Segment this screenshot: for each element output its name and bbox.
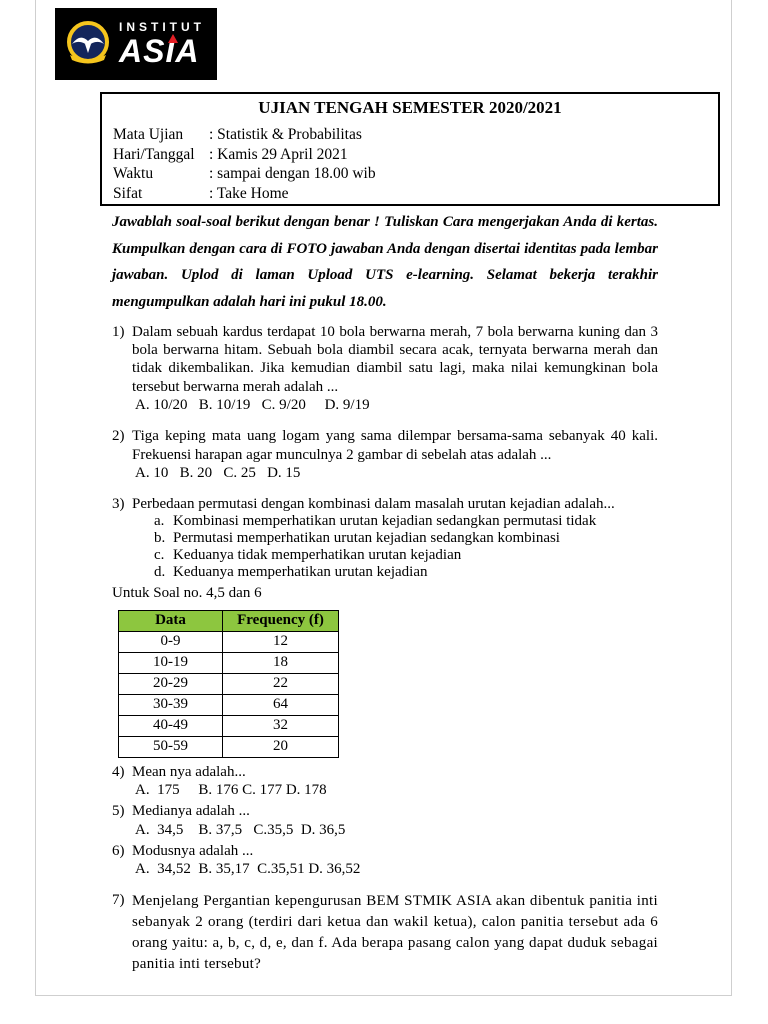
field-value: : sampai dengan 18.00 wib (209, 165, 376, 183)
table-cell: 18 (223, 652, 339, 673)
header-field-row (102, 125, 718, 145)
table-header: Frequency (f) (223, 610, 339, 631)
table-row (119, 652, 339, 673)
table-header: Data (119, 610, 223, 631)
table-cell: 20-29 (119, 673, 223, 694)
question-text: Dalam sebuah kardus terdapat 10 bola berwarna merah, 7 bola berwarna kuning dan 3 bola berwarna hitam. Sebuah bola diambil secara acak, ternyata berwarna merah dan tidak dikembalikan. Jika kemudian diambil satu lagi, maka nilai kemungkinan bola tersebut berwarna merah adalah ... (132, 323, 658, 395)
exam-title: UJIAN TENGAH SEMESTER 2020/2021 (258, 98, 562, 117)
question-text: Mean nya adalah... (132, 763, 246, 780)
frequency-table (118, 610, 339, 758)
table-header-row (119, 610, 339, 631)
field-label: Sifat (113, 184, 143, 202)
option-letter: c. (154, 547, 165, 564)
table-cell: 10-19 (119, 652, 223, 673)
table-row (119, 673, 339, 694)
field-value: : Kamis 29 April 2021 (209, 145, 348, 163)
answer-options: A. 10 B. 20 C. 25 D. 15 (135, 464, 301, 481)
field-value: : Statistik & Probabilitas (209, 126, 362, 143)
question (112, 495, 658, 581)
table-row (119, 715, 339, 736)
table-row (119, 694, 339, 715)
exam-content (112, 209, 658, 977)
answer-option (154, 530, 658, 547)
exam-header-box (100, 92, 720, 206)
table-cell: 30-39 (119, 694, 223, 715)
logo-asia-text (119, 32, 205, 69)
option-letter: d. (154, 564, 166, 581)
question (112, 891, 658, 974)
logo-institut-text: INSTITUT (119, 20, 205, 35)
answer-options: A. 10/20 B. 10/19 C. 9/20 D. 9/19 (135, 396, 370, 413)
exam-instructions: Jawablah soal-soal berikut dengan benar ! Tuliskan Cara mengerjakan Anda di kertas. Kumpulkan dengan cara di FOTO jawaban Anda dengan disertai identitas pada lembar jawaban. Uplod di laman Upload UTS e-learning. Selamat bekerja terakhir mengumpulkan adalah hari ini pukul 18.00. (112, 214, 658, 311)
question-number: 2) (112, 428, 125, 445)
table-cell: 64 (223, 694, 339, 715)
option-text: Permutasi memperhatikan urutan kejadian sedangkan kombinasi (173, 530, 560, 547)
field-label: Waktu (113, 165, 154, 183)
question (112, 763, 658, 800)
logo-asia-word: ASIA (119, 32, 200, 69)
field-value: : Take Home (209, 184, 289, 202)
question (112, 802, 658, 839)
header-fields (102, 125, 718, 203)
question-text: Medianya adalah ... (132, 803, 250, 820)
answer-option (154, 564, 658, 581)
field-label: Mata Ujian (113, 126, 184, 143)
answer-option (154, 513, 658, 530)
table-cell: 32 (223, 715, 339, 736)
question-number: 4) (112, 763, 125, 780)
question (112, 323, 658, 414)
section-note: Untuk Soal no. 4,5 dan 6 (112, 585, 262, 602)
table-cell: 20 (223, 736, 339, 757)
table-cell: 50-59 (119, 736, 223, 757)
answer-options: A. 34,5 B. 37,5 C.35,5 D. 36,5 (135, 821, 346, 838)
table-cell: 12 (223, 631, 339, 652)
question-text: Modusnya adalah ... (132, 842, 254, 859)
question (112, 427, 658, 482)
question-number: 7) (112, 892, 125, 909)
table-row (119, 631, 339, 652)
asia-eagle-emblem-icon (64, 20, 112, 68)
question-number: 6) (112, 842, 125, 859)
question-text: Tiga keping mata uang logam yang sama dilempar bersama-sama sebanyak 40 kali. Frekuensi harapan agar munculnya 2 gambar di sebelah atas adalah ... (132, 428, 658, 463)
field-label: Hari/Tanggal (113, 145, 195, 163)
header-field-row (102, 184, 718, 204)
table-cell: 0-9 (119, 631, 223, 652)
question-number: 3) (112, 496, 125, 513)
option-text: Keduanya memperhatikan urutan kejadian (173, 564, 428, 581)
table-cell: 22 (223, 673, 339, 694)
table-row (119, 736, 339, 757)
question-number: 1) (112, 323, 125, 340)
header-field-row (102, 164, 718, 184)
question-number: 5) (112, 803, 125, 820)
question-text: Perbedaan permutasi dengan kombinasi dalam masalah urutan kejadian adalah... (132, 496, 615, 513)
option-letter: b. (154, 530, 166, 547)
answer-options: A. 175 B. 176 C. 177 D. 178 (135, 781, 327, 798)
table-cell: 40-49 (119, 715, 223, 736)
logo-text (119, 20, 205, 69)
option-text: Kombinasi memperhatikan urutan kejadian sedangkan permutasi tidak (173, 513, 597, 530)
institut-asia-logo (55, 8, 217, 80)
answer-options: A. 34,52 B. 35,17 C.35,51 D. 36,52 (135, 861, 361, 878)
header-field-row (102, 145, 718, 165)
questions-container (112, 323, 658, 974)
answer-option (154, 547, 658, 564)
question-text: Menjelang Pergantian kepengurusan BEM STMIK ASIA akan dibentuk panitia inti sebanyak 2 orang (terdiri dari ketua dan wakil ketua), calon panitia tersebut ada 6 orang yaitu: a, b, c, d, e, dan f. Ada berapa pasang calon yang dapat duduk sebagai panitia inti tersebut? (132, 893, 658, 972)
option-text: Keduanya tidak memperhatikan urutan kejadian (173, 547, 462, 564)
question (112, 842, 658, 879)
logo-red-accent-icon (168, 34, 178, 43)
option-letter: a. (154, 513, 165, 530)
